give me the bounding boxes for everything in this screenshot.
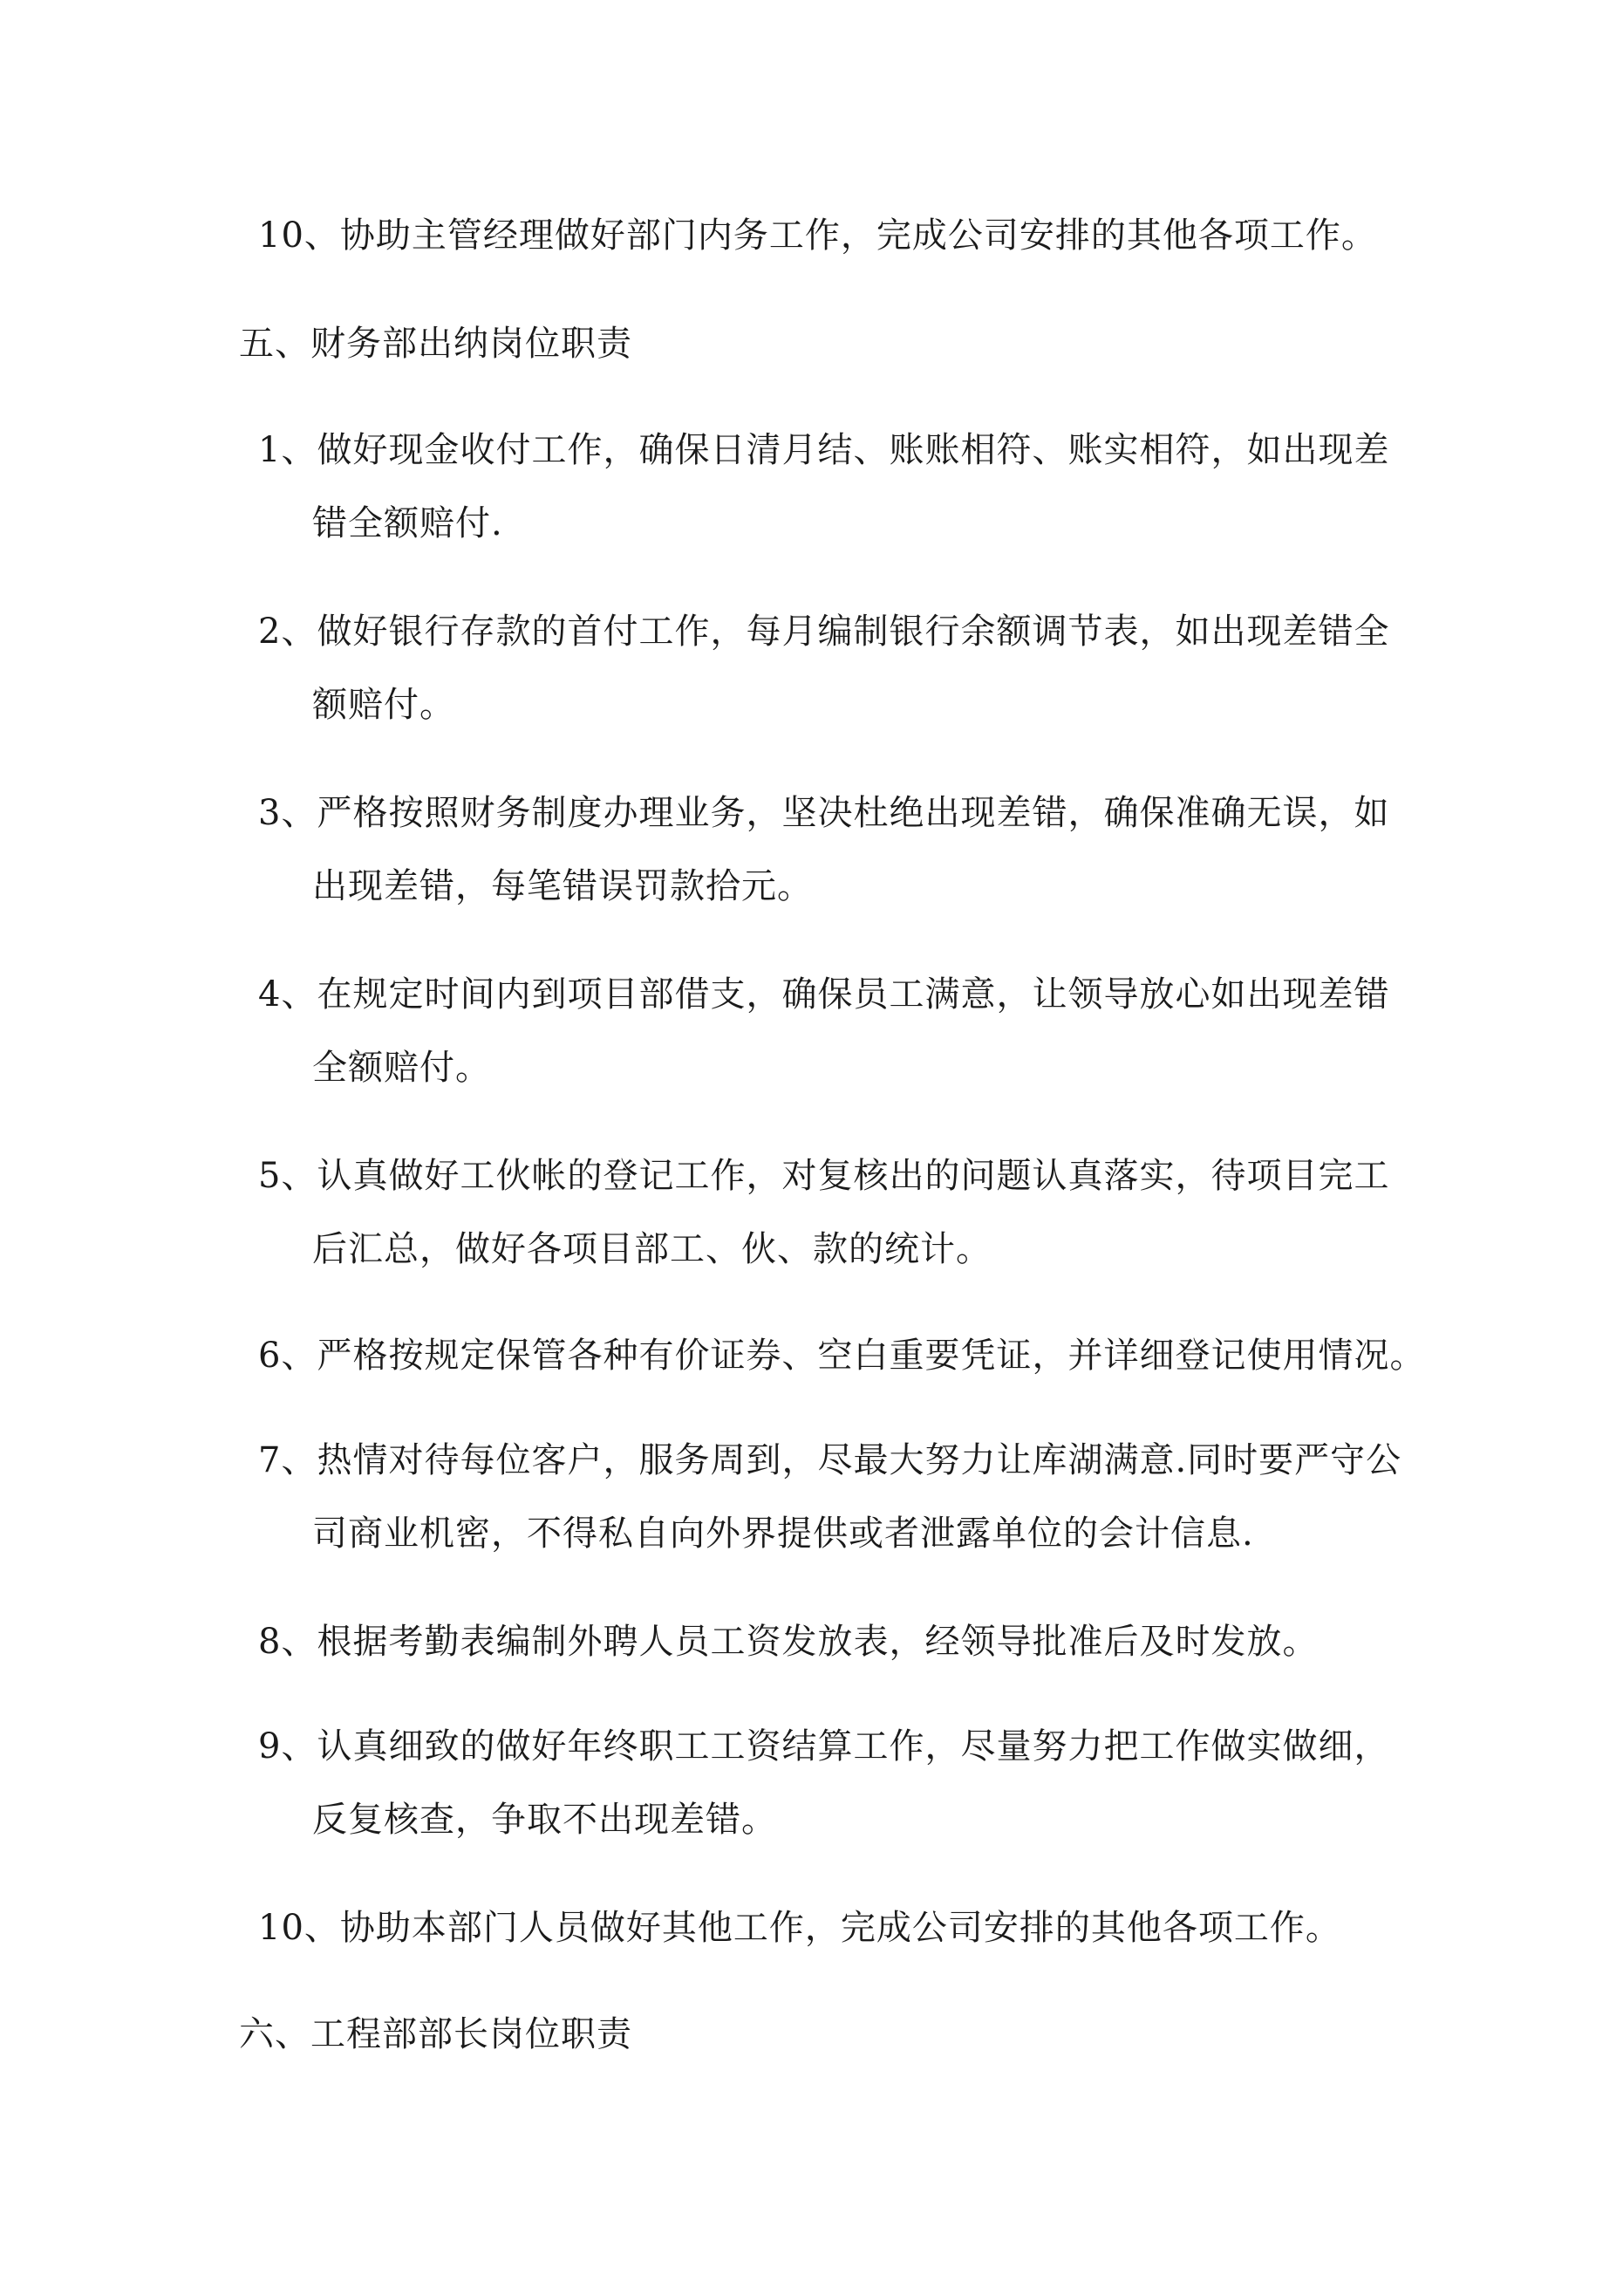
- item-6-line-1: 6、严格按规定保管各种有价证券、空白重要凭证，并详细登记使用情况。: [258, 1336, 1426, 1376]
- item-7-line-1: 7、热情对待每位客户，服务周到，尽最大努力让库湖满意.同时要严守公: [258, 1440, 1402, 1480]
- item-4-line-2: 全额赔付。: [312, 1048, 491, 1088]
- item-2-line-1: 2、做好银行存款的首付工作，每月编制银行余额调节表，如出现差错全: [258, 612, 1390, 652]
- item-9-line-1: 9、认真细致的做好年终职工工资结算工作，尽量努力把工作做实做细，: [258, 1726, 1390, 1766]
- section-6-heading: 六、工程部部长岗位职责: [239, 2014, 632, 2054]
- previous-item-10: 10、协助主管经理做好部门内务工作，完成公司安排的其他各项工作。: [258, 215, 1377, 256]
- item-5-line-1: 5、认真做好工伙帐的登记工作，对复核出的问题认真落实，待项目完工: [258, 1156, 1390, 1196]
- item-10-line-1: 10、协助本部门人员做好其他工作，完成公司安排的其他各项工作。: [258, 1908, 1341, 1948]
- item-1-line-1: 1、做好现金收付工作，确保日清月结、账账相符、账实相符，如出现差: [258, 430, 1390, 470]
- section-5-heading: 五、财务部出纳岗位职责: [239, 324, 632, 364]
- item-2-line-2: 额赔付。: [312, 685, 455, 725]
- item-3-line-1: 3、严格按照财务制度办理业务，坚决杜绝出现差错，确保准确无误，如: [258, 793, 1390, 833]
- item-9-line-2: 反复核查，争取不出现差错。: [312, 1800, 777, 1840]
- item-5-line-2: 后汇总，做好各项目部工、伙、款的统计。: [312, 1229, 992, 1269]
- item-8-line-1: 8、根据考勤表编制外聘人员工资发放表，经领导批准后及时发放。: [258, 1622, 1319, 1662]
- item-4-line-1: 4、在规定时间内到项目部借支，确保员工满意，让领导放心如出现差错: [258, 974, 1390, 1015]
- item-7-line-2: 司商业机密，不得私自向外界提供或者泄露单位的会计信息.: [312, 1514, 1254, 1554]
- item-3-line-2: 出现差错，每笔错误罚款拾元。: [312, 866, 813, 906]
- item-1-line-2: 错全额赔付.: [312, 503, 503, 543]
